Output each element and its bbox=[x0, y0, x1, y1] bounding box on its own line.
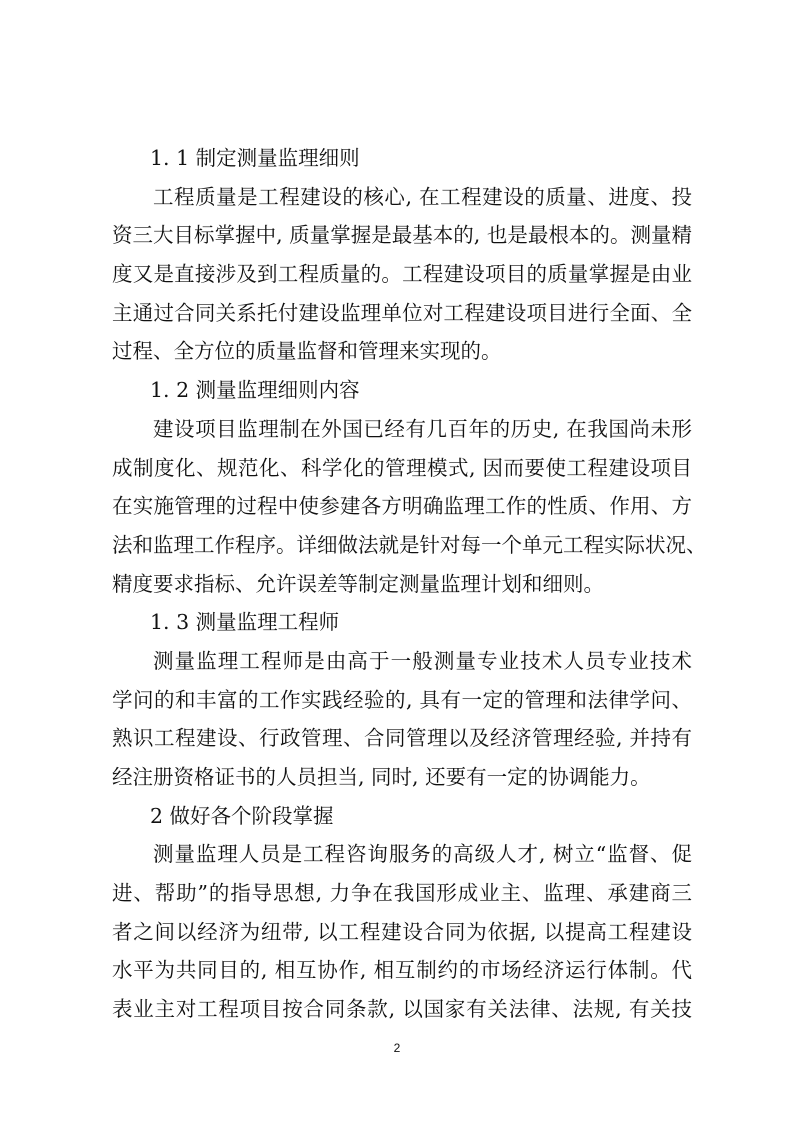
paragraph-line: 经注册资格证书的人员担当, 同时, 还要有一定的协调能力。 bbox=[112, 765, 651, 789]
paragraph-line: 主通过合同关系托付建设监理单位对工程建设项目进行全面、全 bbox=[112, 300, 692, 325]
paragraph-line: 度又是直接涉及到工程质量的。工程建设项目的质量掌握是由业 bbox=[112, 262, 692, 287]
paragraph-line: 精度要求指标、允许误差等制定测量监理计划和细则。 bbox=[112, 571, 604, 596]
paragraph-line: 熟识工程建设、行政管理、合同管理以及经济管理经验, 并持有 bbox=[112, 726, 692, 751]
paragraph-line: 过程、全方位的质量监督和管理来实现的。 bbox=[112, 339, 502, 364]
paragraph-line: 建设项目监理制在外国已经有几百年的历史, 在我国尚未形 bbox=[153, 416, 692, 441]
section-heading-1-1: 1. 1 制定测量监理细则 bbox=[150, 146, 360, 170]
paragraph-line: 成制度化、规范化、科学化的管理模式, 因而要使工程建设项目 bbox=[112, 455, 692, 480]
paragraph-line: 表业主对工程项目按合同条款, 以国家有关法律、法规, 有关技 bbox=[112, 997, 692, 1022]
paragraph-line: 工程质量是工程建设的核心, 在工程建设的质量、进度、投 bbox=[153, 184, 692, 209]
paragraph-line: 在实施管理的过程中使参建各方明确监理工作的性质、作用、方 bbox=[112, 494, 692, 519]
section-heading-1-3: 1. 3 测量监理工程师 bbox=[150, 610, 340, 635]
section-heading-2: 2 做好各个阶段掌握 bbox=[150, 803, 334, 828]
section-heading-1-2: 1. 2 测量监理细则内容 bbox=[150, 378, 360, 403]
paragraph-line: 法和监理工作程序。详细做法就是针对每一个单元工程实际状况、 bbox=[112, 532, 707, 557]
paragraph-line: 资三大目标掌握中, 质量掌握是最基本的, 也是最根本的。测量精 bbox=[112, 223, 692, 248]
paragraph-line: 学问的和丰富的工作实践经验的, 具有一定的管理和法律学问、 bbox=[112, 687, 692, 712]
page-number: 2 bbox=[393, 1041, 401, 1055]
paragraph-line: 水平为共同目的, 相互协作, 相互制约的市场经济运行体制。代 bbox=[112, 958, 692, 983]
body-text bbox=[112, 139, 707, 1029]
paragraph-line: 进、帮助”的指导思想, 力争在我国形成业主、监理、承建商三 bbox=[112, 881, 692, 906]
paragraph-line: 测量监理人员是工程咨询服务的高级人才, 树立“监督、促 bbox=[153, 842, 692, 867]
paragraph-line: 者之间以经济为纽带, 以工程建设合同为依据, 以提高工程建设 bbox=[112, 919, 692, 944]
paragraph-line: 测量监理工程师是由高于一般测量专业技术人员专业技术 bbox=[153, 648, 692, 673]
